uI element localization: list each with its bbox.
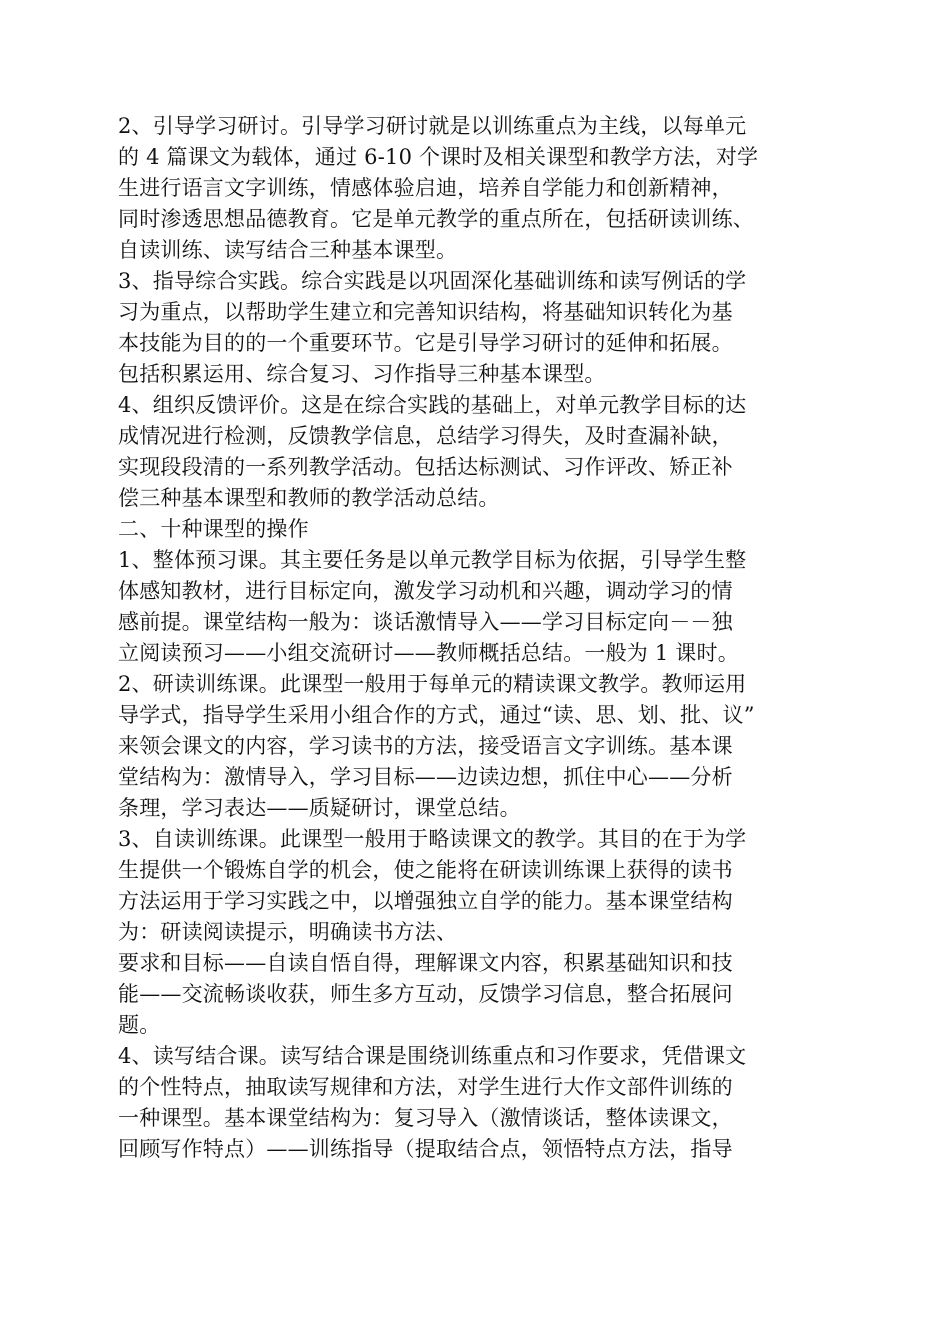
text-line: 习为重点，以帮助学生建立和完善知识结构，将基础知识转化为基: [118, 300, 733, 324]
text-line: 生提供一个锻炼自学的机会，使之能将在研读训练课上获得的读书: [118, 858, 733, 882]
text-line: 自读训练、读写结合三种基本课型。: [118, 238, 458, 262]
text-line: 堂结构为：激情导入，学习目标——边读边想，抓住中心——分析: [118, 765, 733, 789]
text-line: 2、研读训练课。此课型一般用于每单元的精读课文教学。教师运用: [118, 672, 747, 696]
text-line: 一种课型。基本课堂结构为：复习导入（激情谈话，整体读课文，: [118, 1106, 733, 1130]
text-line: 方法运用于学习实践之中，以增强独立自学的能力。基本课堂结构: [118, 889, 733, 913]
text-line: 要求和目标——自读自悟自得，理解课文内容，积累基础知识和技: [118, 951, 733, 975]
text-line: 4、组织反馈评价。这是在综合实践的基础上，对单元教学目标的达: [118, 393, 747, 417]
text-line: 来领会课文的内容，学习读书的方法，接受语言文字训练。基本课: [118, 734, 733, 758]
text-line: 4、读写结合课。读写结合课是围绕训练重点和习作要求，凭借课文: [118, 1044, 747, 1068]
text-line: 偿三种基本课型和教师的教学活动总结。: [118, 486, 500, 510]
text-line: 题。: [118, 1013, 161, 1037]
text-line: 实现段段清的一系列教学活动。包括达标测试、习作评改、矫正补: [118, 455, 733, 479]
text-line: 3、指导综合实践。综合实践是以巩固深化基础训练和读写例话的学: [118, 269, 747, 293]
text-line: 3、自读训练课。此课型一般用于略读课文的教学。其目的在于为学: [118, 827, 747, 851]
text-line: 成情况进行检测，反馈教学信息，总结学习得失，及时查漏补缺，: [118, 424, 733, 448]
text-line: 生进行语言文字训练，情感体验启迪，培养自学能力和创新精神，: [118, 176, 733, 200]
text-line: 本技能为目的的一个重要环节。它是引导学习研讨的延伸和拓展。: [118, 331, 733, 355]
text-line: 体感知教材，进行目标定向，激发学习动机和兴趣，调动学习的情: [118, 579, 733, 603]
text-line: 2、引导学习研讨。引导学习研讨就是以训练重点为主线，以每单元: [118, 114, 747, 138]
text-line: 立阅读预习——小组交流研讨——教师概括总结。一般为 1 课时。: [118, 641, 739, 665]
text-line: 同时渗透思想品德教育。它是单元教学的重点所在，包括研读训练、: [118, 207, 754, 231]
text-line: 能——交流畅谈收获，师生多方互动，反馈学习信息，整合拓展问: [118, 982, 733, 1006]
section-heading: 二、十种课型的操作: [118, 517, 309, 541]
text-line: 回顾写作特点）——训练指导（提取结合点，领悟特点方法，指导: [118, 1137, 733, 1161]
text-line: 包括积累运用、综合复习、习作指导三种基本课型。: [118, 362, 606, 386]
text-line: 导学式，指导学生采用小组合作的方式，通过“读、思、划、批、议”: [118, 703, 755, 727]
text-line: 1、整体预习课。其主要任务是以单元教学目标为依据，引导学生整: [118, 548, 747, 572]
text-line: 为：研读阅读提示，明确读书方法、: [118, 920, 458, 944]
text-line: 的个性特点，抽取读写规律和方法，对学生进行大作文部件训练的: [118, 1075, 733, 1099]
text-line: 感前提。课堂结构一般为：谈话激情导入——学习目标定向－－独: [118, 610, 733, 634]
text-line: 的 4 篇课文为载体，通过 6-10 个课时及相关课型和教学方法，对学: [118, 145, 759, 169]
text-line: 条理，学习表达——质疑研讨，课堂总结。: [118, 796, 521, 820]
